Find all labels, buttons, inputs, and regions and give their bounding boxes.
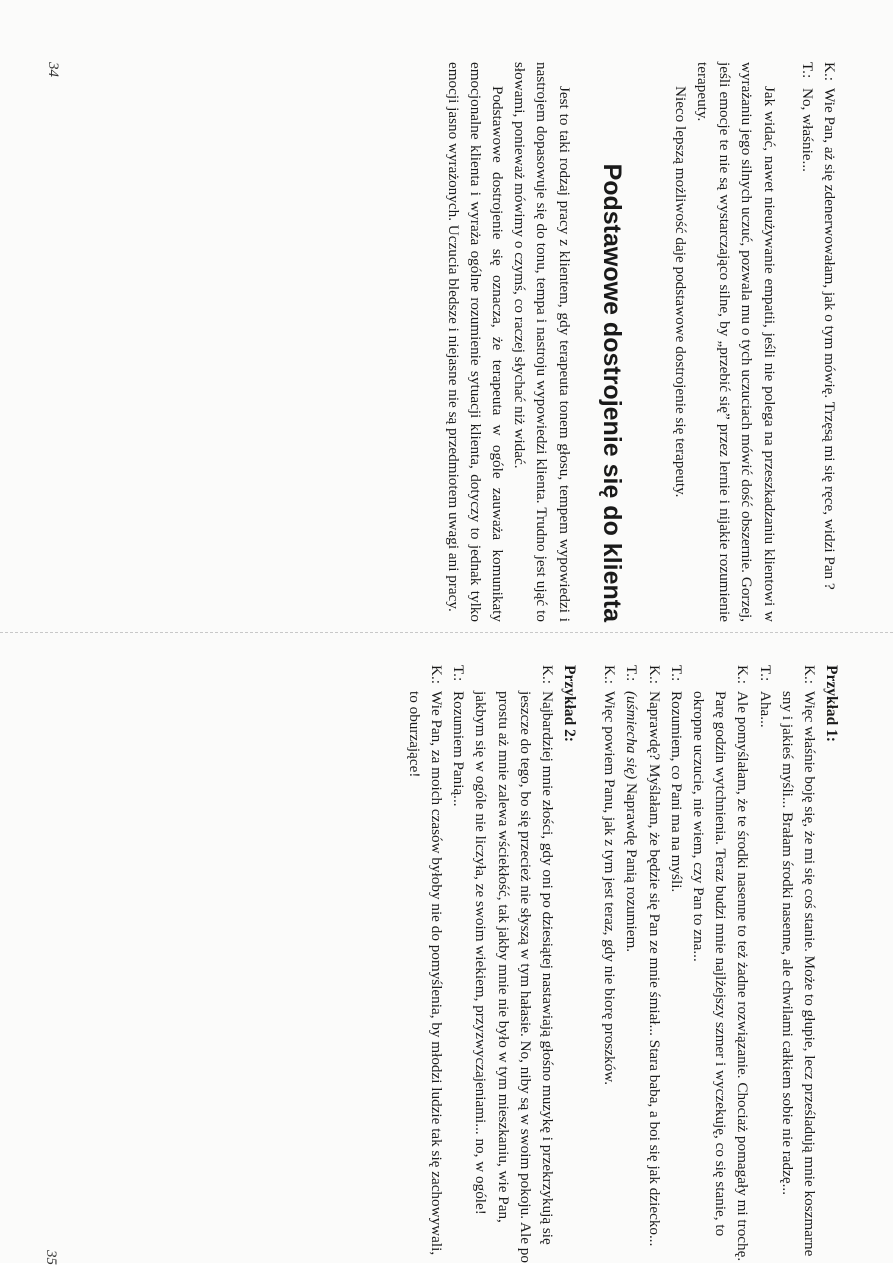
body-paragraph: Jest to taki rodzaj pracy z klientem, gdy terapeuta tonem głosu, tempem wypowiedzi i nastrojem dopasowuje się do tonu, tempa i nastroju wypowiedzi klienta. Trudno jest ująć to słowami, ponieważ mówimy o czymś, co raczej słychać niż widać.: [511, 62, 573, 622]
page-number: 35: [43, 1250, 59, 1265]
dialog-line: [598, 665, 620, 1265]
right-page: [43, 665, 840, 1265]
section-heading: Podstawowe dostrojenie się do klienta: [597, 163, 626, 622]
speaker-label: K.:: [601, 665, 619, 684]
body-paragraph: Podstawowe dostrojenie się oznacza, że terapeuta w ogóle zauważa komunikaty emocjonalne klienta i wyraża ogólne rozumienie sytuacji klienta, dotyczy to jednak tylko emocji jasno wyrażonych. Uczucia bledsze i niejasne nie są przedmiotem uwagi ani pracy.: [444, 62, 506, 622]
dialog-line: [620, 665, 642, 1265]
dialog-text: Najbardziej mnie złości, gdy oni po dziesiątej nastawiają głośno muzykę i przekrzykują się jeszcze do tego, bo się przecież nie słyszą w tym hałasie. No, niby są w swoim pokoju. Ale po prostu aż mnie zalewa wściekłość, tak jakby mnie nie było w tym mieszkaniu, wie Pan, jakbym się w ogóle nie liczyła, ze swoim wiekiem, przyzwyczajeniami... no, w ogóle!: [472, 691, 556, 1263]
speaker-label: K.:: [801, 665, 818, 684]
left-page: [45, 62, 840, 622]
speaker-label: K.:: [821, 62, 838, 81]
speaker-label: T.:: [450, 665, 468, 682]
example-title: Przykład 1:: [823, 665, 840, 743]
dialog-text: Rozumiem Panią...: [450, 691, 468, 807]
dialog-line: [469, 665, 558, 1265]
dialog-line: [818, 62, 840, 622]
dialog-text: Aha...: [756, 691, 774, 728]
dialog-text: Więc powiem Panu, jak z tym jest teraz, gdy nie biorę proszków.: [601, 691, 619, 1086]
dialog-text-rest: Naprawdę Panią rozumiem.: [623, 779, 641, 953]
speaker-label: K.:: [538, 665, 556, 684]
speaker-label: K.:: [645, 665, 663, 684]
speaker-label: T.:: [623, 665, 641, 682]
example-title: Przykład 2:: [560, 665, 578, 743]
dialog-text: No, właśnie...: [798, 88, 816, 172]
dialog-line: [642, 665, 664, 1265]
dialog-text: Wie Pan, za moich czasów byłoby nie do pomyślenia, by młodzi ludzie tak się zachowywali, to oburzające!: [405, 691, 445, 1256]
dialog-line: [665, 665, 687, 1265]
page-fold-divider: [0, 632, 893, 633]
dialog-text: Ale pomyślałam, że te środki nasenne to też żadne rozwiązanie. Chociaż pomagały mi trochę. Parę godzin wytchnienia. Teraz budzi mnie najlżejszy szmer i wyczekuję, co się stanie, to okropne uczucie, nie wiem, czy Pan to zna...: [689, 691, 752, 1262]
speaker-label: K.:: [734, 665, 752, 684]
dialog-text: Wie Pan, aż się zdenerwowałam, jak o tym mówię. Trzęsą mi się ręce, widzi Pan ?: [821, 88, 838, 590]
dialog-line: [796, 62, 818, 622]
page-number: 34: [45, 62, 61, 77]
body-paragraph: Jak widać, nawet nieużywanie empatii, jeśli nie polega na przeszkadzaniu klientowi w wyrażaniu jego silnych uczuć, pozwala mu o tych uczuciach mówić dość obszernie. Gorzej, jeśli emocje te nie są wystarczająco silne, by „przebić się” przez lernie i nijakie rozumienie terapeuty.: [693, 62, 778, 622]
body-paragraph: Nieco lepszą możliwość daje podstawowe dostrojenie się terapeuty.: [671, 86, 689, 498]
speaker-label: K.:: [427, 665, 445, 684]
dialog-text: Naprawdę? Myślałam, że będzie się Pan ze mnie śmiał... Stara baba, a boi się jak dziecko...: [645, 691, 663, 1247]
speaker-label: T.:: [798, 62, 816, 79]
dialog-line: [776, 665, 820, 1265]
dialog-text: Rozumiem, co Pani ma na myśli.: [667, 691, 685, 893]
speaker-label: T.:: [667, 665, 685, 682]
stage-direction: (uśmiecha się): [623, 691, 641, 780]
dialog-line: [687, 665, 754, 1265]
dialog-text: Więc właśnie boję się, że mi się coś stanie. Może to głupie, lecz prześladują mnie koszmarne sny i jakieś myśli... Brałam środki nasenne, ale chwilami całkiem sobie nie radzę...: [778, 691, 818, 1257]
speaker-label: T.:: [756, 665, 774, 682]
dialog-intro: [796, 62, 840, 622]
dialog-line: [403, 665, 447, 1265]
dialog-line: [753, 665, 775, 1265]
dialog-text: [620, 691, 642, 1265]
dialog-line: [447, 665, 469, 1265]
